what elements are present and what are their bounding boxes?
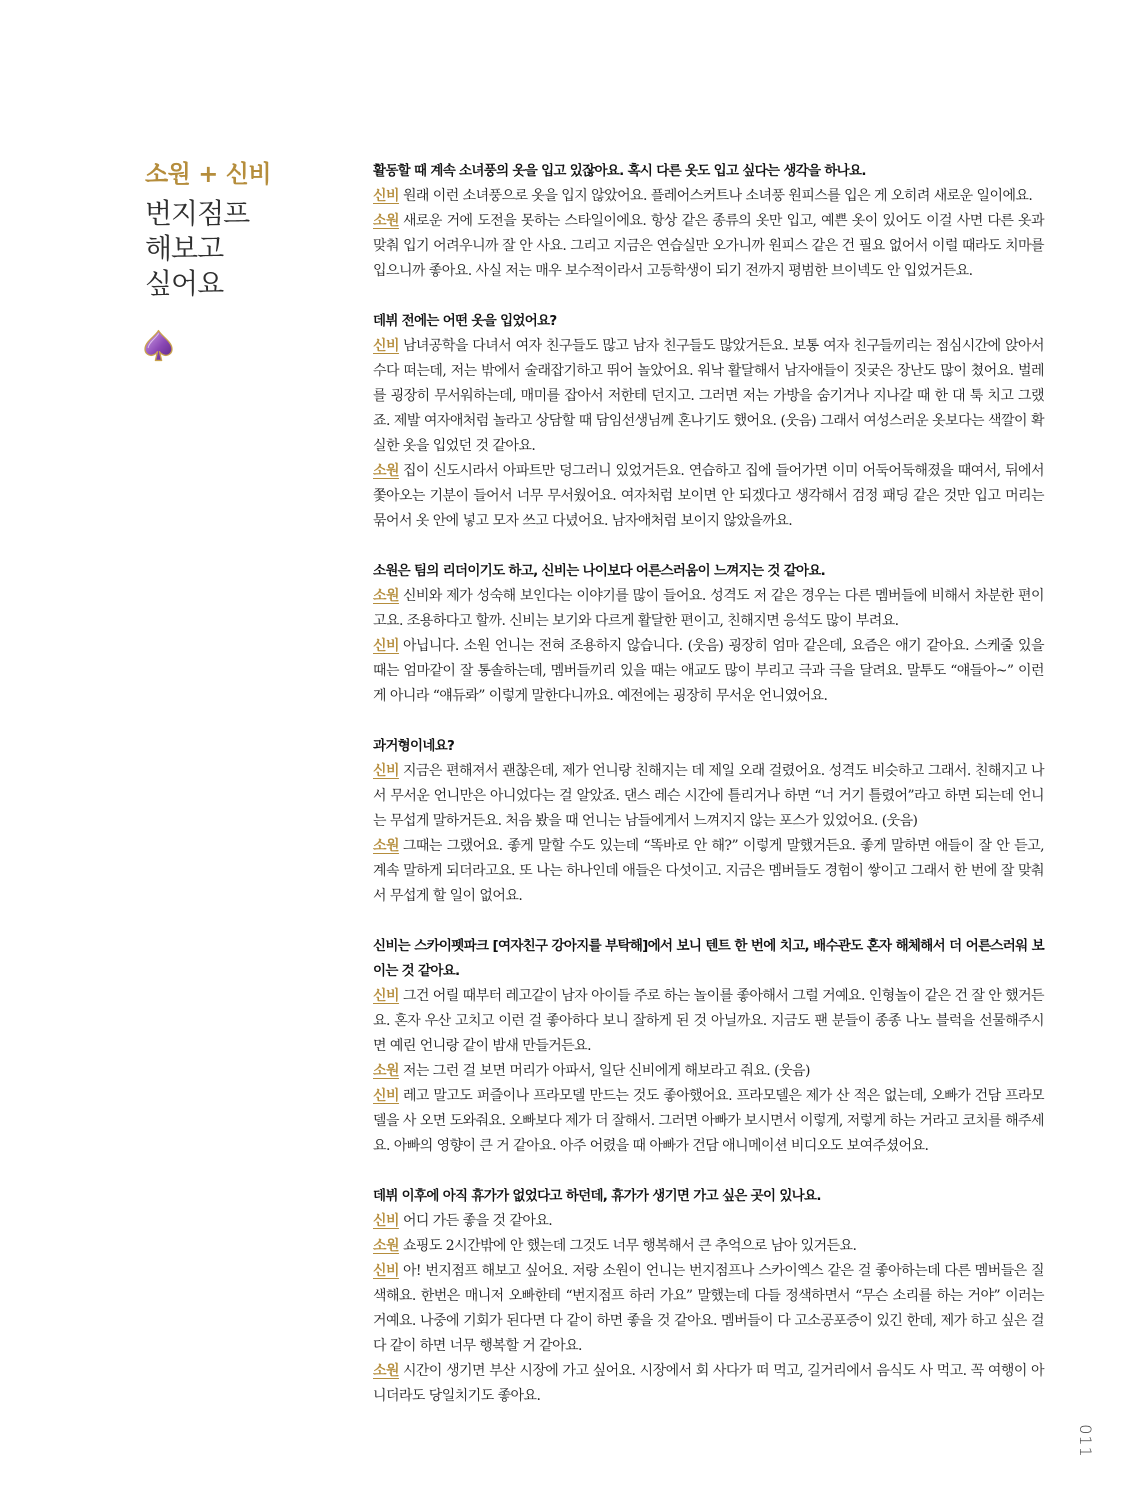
answer-text: 새로운 거에 도전을 못하는 스타일이에요. 항상 같은 종류의 옷만 입고, 예쁜 옷이 있어도 이걸 사면 다른 옷과 맞춰 입기 어려우니까 잘 안 사요. 그리고 지금은 연습실만 오가니까 원피스 같은 건 필요 없어서 이럴 때라도 치마를 입으니까 좋아요. 사실 저는 매우 보수적이라서 고등학생이 되기 전까지 평범한 브이넥도 안 입었거든요. <box>373 213 1044 279</box>
answer <box>373 984 1044 1059</box>
question: 데뷔 이후에 아직 휴가가 없었다고 하던데, 휴가가 생기면 가고 싶은 곳이 있나요. <box>373 1188 821 1204</box>
answer-text: 지금은 편해져서 괜찮은데, 제가 언니랑 친해지는 데 제일 오래 걸렸어요. 성격도 비슷하고 그래서. 친해지고 나서 무서운 언니만은 아니었다는 걸 알았죠. 댄스 레슨 시간에 틀리거나 하면 “너 거기 틀렸어”라고 하면 되는데 언니는 무섭게 말하거든요. 처음 봤을 때 언니는 남들에게서 느껴지지 않는 포스가 있었어요. (웃음) <box>373 763 1044 829</box>
speaker-label: 소원 <box>373 1238 399 1254</box>
interview-section <box>373 934 1044 1159</box>
answer-text: 저는 그런 걸 보면 머리가 아파서, 일단 신비에게 해보라고 줘요. (웃음) <box>402 1063 810 1079</box>
spade-icon <box>143 329 174 362</box>
answer-text: 집이 신도시라서 아파트만 덩그러니 있었거든요. 연습하고 집에 들어가면 이미 어둑어둑해졌을 때여서, 뒤에서 쫓아오는 기분이 들어서 너무 무서웠어요. 여자처럼 보이면 안 되겠다고 생각해서 검정 패딩 같은 것만 입고 머리는 묶어서 옷 안에 넣고 모자 쓰고 다녔어요. 남자애처럼 보이지 않았을까요. <box>373 463 1044 529</box>
answer <box>373 334 1044 459</box>
question: 신비는 스카이펫파크 [여자친구 강아지를 부탁해]에서 보니 텐트 한 번에 치고, 배수관도 혼자 해체해서 더 어른스러워 보이는 것 같아요. <box>373 938 1044 979</box>
speaker-label: 소원 <box>373 838 399 854</box>
question: 데뷔 전에는 어떤 옷을 입었어요? <box>373 313 557 329</box>
speaker-label: 소원 <box>373 588 399 604</box>
answer <box>373 634 1044 709</box>
answer <box>373 834 1044 909</box>
speaker-label: 소원 <box>373 213 399 229</box>
answer <box>373 1359 1044 1409</box>
interview-section <box>373 559 1044 709</box>
headline-line: 해보고 <box>145 232 224 265</box>
answer <box>373 184 1044 209</box>
speaker-label: 소원 <box>373 463 399 479</box>
interview-section <box>373 734 1044 909</box>
answer-text: 원래 이런 소녀풍으로 옷을 입지 않았어요. 플레어스커트나 소녀풍 원피스를 입은 게 오히려 새로운 일이에요. <box>402 188 1033 204</box>
interview-body <box>373 159 1044 1409</box>
speaker-label: 신비 <box>373 638 399 654</box>
answer-text: 시간이 생기면 부산 시장에 가고 싶어요. 시장에서 회 사다가 떠 먹고, 길거리에서 음식도 사 먹고. 꼭 여행이 아니더라도 당일치기도 좋아요. <box>373 1363 1044 1404</box>
answer-text: 그때는 그랬어요. 좋게 말할 수도 있는데 “똑바로 안 해?” 이렇게 말했거든요. 좋게 말하면 애들이 잘 안 듣고, 계속 말하게 되더라고요. 또 나는 하나인데 애들은 다섯이고. 지금은 멤버들도 경험이 쌓이고 그래서 한 번에 잘 맞춰서 무섭게 할 일이 없어요. <box>373 838 1044 904</box>
answer <box>373 209 1044 284</box>
question: 과거형이네요? <box>373 738 455 754</box>
speaker-label: 신비 <box>373 188 399 204</box>
speaker-label: 신비 <box>373 338 399 354</box>
answer <box>373 759 1044 834</box>
question: 활동할 때 계속 소녀풍의 옷을 입고 있잖아요. 혹시 다른 옷도 입고 싶다는 생각을 하나요. <box>373 163 866 179</box>
answer <box>373 1059 1044 1084</box>
answer-text: 어디 가든 좋을 것 같아요. <box>402 1213 553 1229</box>
speaker-label: 신비 <box>373 988 399 1004</box>
headline-line: 싶어요 <box>145 267 224 300</box>
headline-line: 번지점프 <box>145 197 250 230</box>
interview-section <box>373 309 1044 534</box>
answer-text: 신비와 제가 성숙해 보인다는 이야기를 많이 들어요. 성격도 저 같은 경우는 다른 멤버들에 비해서 차분한 편이고요. 조용하다고 할까. 신비는 보기와 다르게 활달한 편이고, 친해지면 응석도 많이 부려요. <box>373 588 1044 629</box>
question: 소원은 팀의 리더이기도 하고, 신비는 나이보다 어른스러움이 느껴지는 것 같아요. <box>373 563 826 579</box>
speaker-label: 신비 <box>373 763 399 779</box>
page-number: 011 <box>1076 1424 1095 1458</box>
answer <box>373 1209 1044 1234</box>
answer-text: 쇼핑도 2시간밖에 안 했는데 그것도 너무 행복해서 큰 추억으로 남아 있거든요. <box>402 1238 857 1254</box>
answer <box>373 1234 1044 1259</box>
answer <box>373 584 1044 634</box>
headline <box>145 196 249 301</box>
answer-text: 남녀공학을 다녀서 여자 친구들도 많고 남자 친구들도 많았거든요. 보통 여자 친구들끼리는 점심시간에 앉아서 수다 떠는데, 저는 밖에서 술래잡기하고 뛰어 놀았어요. 워낙 활달해서 남자애들이 짓궂은 장난도 많이 쳤어요. 벌레를 굉장히 무서워하는데, 매미를 잡아서 저한테 던지고. 그러면 저는 가방을 숨기거나 지나갈 때 한 대 툭 치고 그랬죠. 제발 여자애처럼 놀라고 상담할 때 담임선생님께 혼나기도 했어요. (웃음) 그래서 여성스러운 옷보다는 색깔이 확실한 옷을 입었던 것 같아요. <box>373 338 1044 454</box>
answer-text: 아! 번지점프 해보고 싶어요. 저랑 소원이 언니는 번지점프나 스카이엑스 같은 걸 좋아하는데 다른 멤버들은 질색해요. 한번은 매니저 오빠한테 “번지점프 하러 가요” 말했는데 다들 정색하면서 “무슨 소리를 하는 거야” 이러는 거예요. 나중에 기회가 된다면 다 같이 하면 좋을 것 같아요. 멤버들이 다 고소공포증이 있긴 한데, 제가 하고 싶은 걸 다 같이 하면 너무 행복할 거 같아요. <box>373 1263 1044 1354</box>
speaker-label: 신비 <box>373 1213 399 1229</box>
interview-section <box>373 159 1044 284</box>
answer <box>373 1084 1044 1159</box>
interviewee-names: 소원 + 신비 <box>145 160 272 188</box>
answer-text: 아닙니다. 소원 언니는 전혀 조용하지 않습니다. (웃음) 굉장히 엄마 같은데, 요즘은 애기 같아요. 스케줄 있을 때는 엄마같이 잘 통솔하는데, 멤버들끼리 있을 때는 애교도 많이 부리고 극과 극을 달려요. 말투도 “얘들아~” 이런 게 아니라 “얘듀롸” 이렇게 말한다니까요. 예전에는 굉장히 무서운 언니였어요. <box>373 638 1044 704</box>
speaker-label: 신비 <box>373 1263 399 1279</box>
answer <box>373 459 1044 534</box>
speaker-label: 신비 <box>373 1088 399 1104</box>
answer-text: 그건 어릴 때부터 레고같이 남자 아이들 주로 하는 놀이를 좋아해서 그럴 거예요. 인형놀이 같은 건 잘 안 했거든요. 혼자 우산 고치고 이런 걸 좋아하다 보니 잘하게 된 것 아닐까요. 지금도 팬 분들이 종종 나노 블럭을 선물해주시면 예린 언니랑 같이 밤새 만들거든요. <box>373 988 1045 1054</box>
interview-section <box>373 1184 1044 1409</box>
answer-text: 레고 말고도 퍼즐이나 프라모델 만드는 것도 좋아했어요. 프라모델은 제가 산 적은 없는데, 오빠가 건담 프라모델을 사 오면 도와줘요. 오빠보다 제가 더 잘해서. 그러면 아빠가 보시면서 이렇게, 저렇게 하는 거라고 코치를 해주세요. 아빠의 영향이 큰 거 같아요. 아주 어렸을 때 아빠가 건담 애니메이션 비디오도 보여주셨어요. <box>373 1088 1044 1154</box>
answer <box>373 1259 1044 1359</box>
speaker-label: 소원 <box>373 1363 399 1379</box>
speaker-label: 소원 <box>373 1063 399 1079</box>
